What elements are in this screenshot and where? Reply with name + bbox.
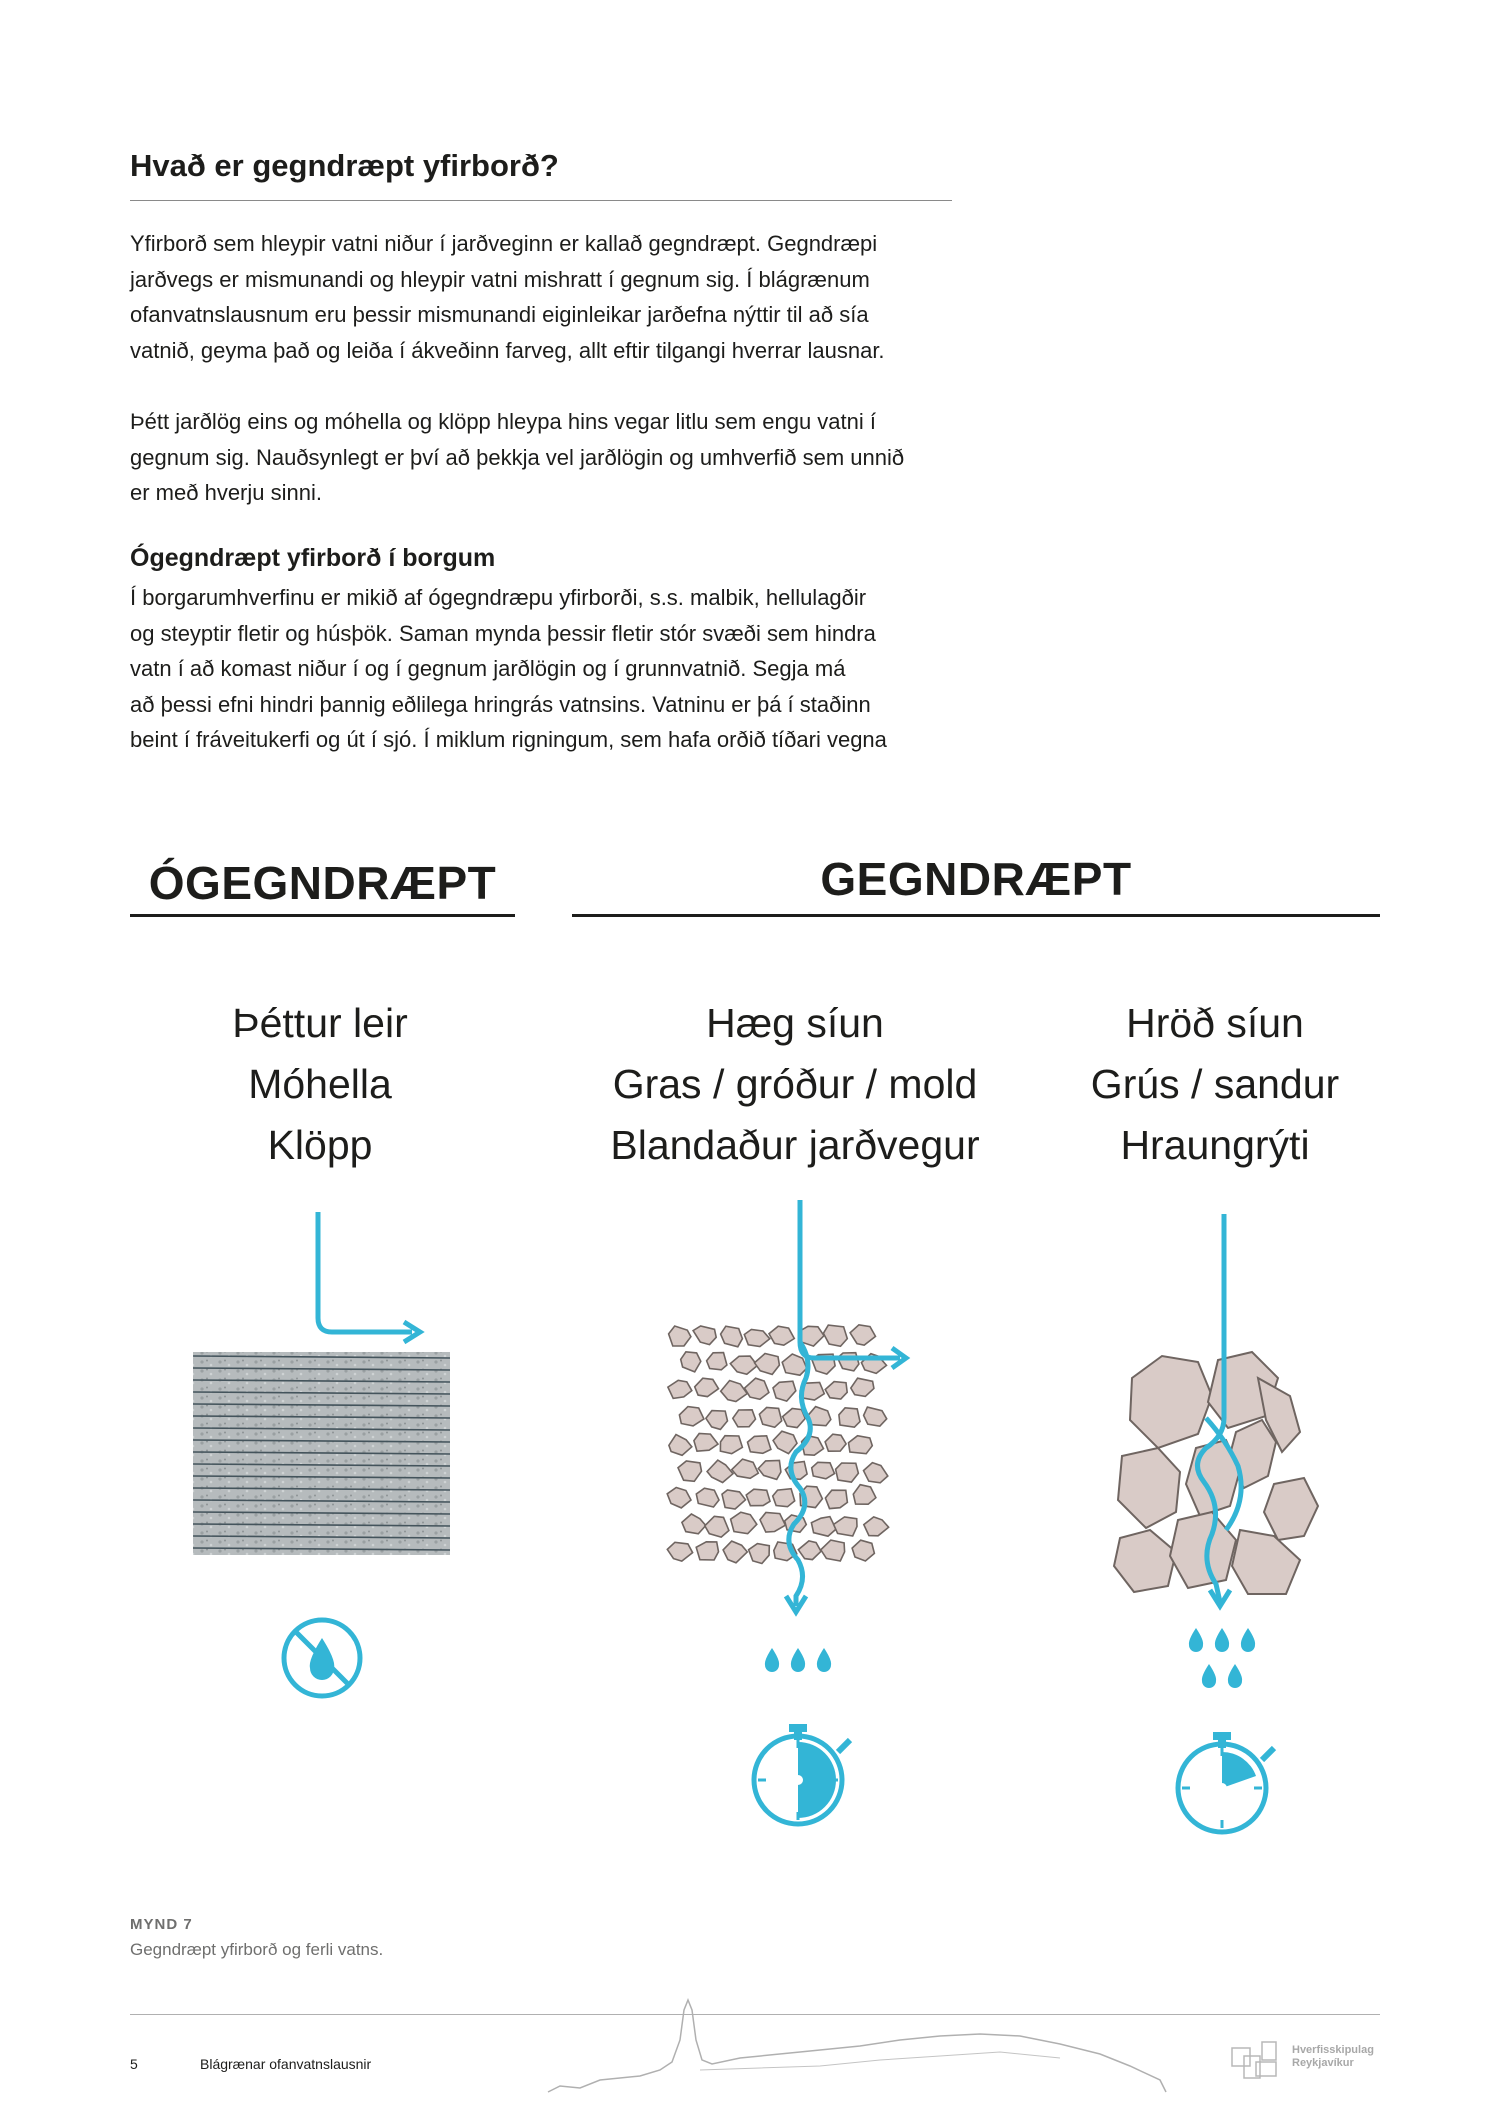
figure-caption-text: Gegndræpt yfirborð og ferli vatns. <box>130 1940 384 1959</box>
p1-line: vatnið, geyma það og leiða í ákveðinn farveg, allt eftir tilgangi hverrar lausnar. <box>130 337 885 363</box>
figure-caption-label: MYND 7 <box>130 1916 193 1933</box>
logo-mark <box>1232 2042 1276 2078</box>
material-label: Hröð síun <box>1126 1000 1304 1046</box>
material-label: Hæg síun <box>706 1000 884 1046</box>
logo-line: Hverfisskipulag <box>1292 2044 1374 2056</box>
p1-line: Yfirborð sem hleypir vatni niður í jarðveginn er kallað gegndræpt. Gegndræpi <box>130 231 878 256</box>
p2-line: gegnum sig. Nauðsynlegt er því að þekkja vel jarðlögin og umhverfið sem unnið <box>130 444 905 470</box>
p3-line: beint í fráveitukerfi og út í sjó. Í miklum rigningum, sem hafa orðið tíðari vegna <box>130 727 887 752</box>
material-label: Grús / sandur <box>1090 1061 1340 1107</box>
page-heading: Hvað er gegndræpt yfirborð? <box>130 148 559 183</box>
material-label: Blandaður jarðvegur <box>610 1122 980 1168</box>
material-label: Klöpp <box>267 1122 373 1168</box>
material-label: Þéttur leir <box>232 1000 408 1046</box>
material-label: Móhella <box>248 1061 392 1107</box>
p3-line: vatn í að komast niður í og í gegnum jarðlögin og í grunnvatnið. Segja má <box>130 656 846 681</box>
permeable-heading: GEGNDRÆPT <box>820 853 1132 905</box>
material-label: Gras / gróður / mold <box>612 1061 978 1107</box>
material-label: Hraungrýti <box>1120 1122 1310 1168</box>
subheading: Ógegndræpt yfirborð í borgum <box>130 544 496 572</box>
p1-line: ofanvatnslausnum eru þessir mismunandi eiginleikar jarðefna nýttir til að sía <box>130 302 869 327</box>
logo-text <box>1292 2044 1374 2070</box>
p2-line: er með hverju sinni. <box>130 480 322 505</box>
logo-line: Reykjavíkur <box>1292 2057 1354 2069</box>
p2-line: Þétt jarðlög eins og móhella og klöpp hleypa hins vegar litlu sem engu vatni í <box>130 409 877 434</box>
p1-line: jarðvegs er mismunandi og hleypir vatni mishratt í gegnum sig. Í blágrænum <box>130 266 870 292</box>
impermeable-heading: ÓGEGNDRÆPT <box>148 857 497 909</box>
page-number: 5 <box>130 2056 138 2072</box>
p3-line: að þessi efni hindri þannig eðlilega hringrás vatnsins. Vatninu er þá í staðinn <box>130 691 871 717</box>
p3-line: Í borgarumhverfinu er mikið af ógegndræpu yfirborði, s.s. malbik, hellulagðir <box>130 585 867 610</box>
p3-line: og steyptir fletir og húsþök. Saman mynda þessir fletir stór svæði sem hindra <box>130 620 876 646</box>
document-title: Blágrænar ofanvatnslausnir <box>200 2056 372 2072</box>
